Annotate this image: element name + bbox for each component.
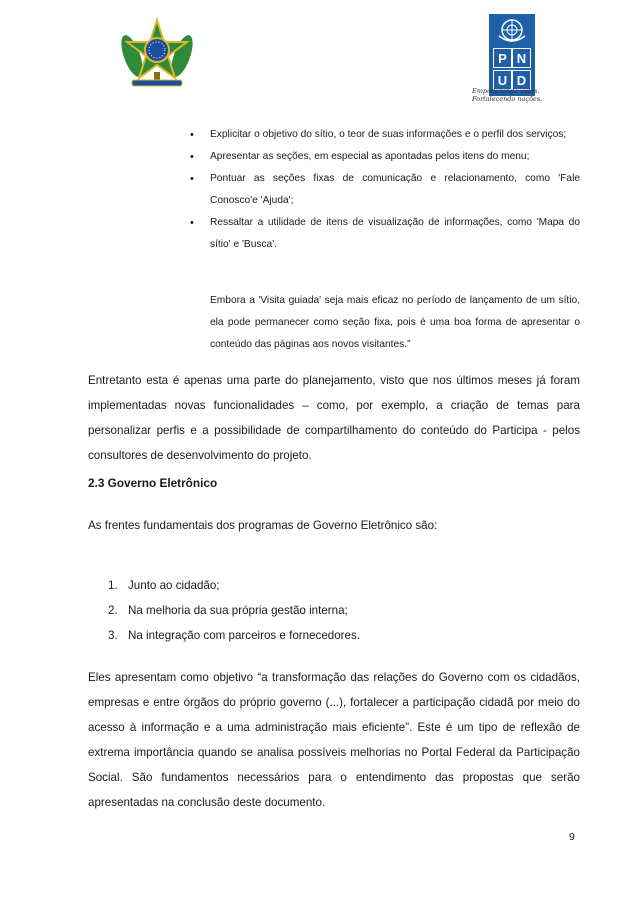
bullet-text: Pontuar as seções fixas de comunicação e relacionamento, como 'Fale Conosco'e 'Ajuda'; xyxy=(210,173,580,206)
bullet-text: Explicitar o objetivo do sítio, o teor de suas informações e o perfil dos serviços; xyxy=(210,129,567,140)
item-text: Junto ao cidadão; xyxy=(128,579,220,592)
numbered-item xyxy=(108,623,360,648)
item-text: Na melhoria da sua própria gestão interna; xyxy=(128,604,348,617)
bullet-dot: • xyxy=(190,151,194,163)
item-number: 2. xyxy=(108,604,118,617)
numbered-item xyxy=(108,573,360,598)
pnud-logo xyxy=(489,14,535,96)
bullet-item xyxy=(188,146,580,168)
item-text: Na integração com parceiros e fornecedores. xyxy=(128,629,360,642)
item-number: 1. xyxy=(108,579,118,592)
brazil-coat-of-arms-logo xyxy=(118,16,196,94)
bullet-list xyxy=(188,124,580,256)
un-emblem-icon xyxy=(489,14,535,48)
body-paragraph-2: Eles apresentam como objetivo “a transformação das relações do Governo com os cidadãos, empresas e entre órgãos do próprio governo (...), fortalecer a participação cidadã por meio do acesso à informação e a uma administração mais eficiente”. Este é um tipo de reflexão de extrema importância quando se analisa possíveis melhorias no Portal Federal da Participação Social. São fundamentos necessários para o entendimento das propostas que serão apresentadas na conclusão deste documento. xyxy=(88,671,580,809)
bullet-text: Ressaltar a utilidade de itens de visualização de informações, como 'Mapa do sítio' e 'Busca'. xyxy=(210,217,580,250)
pnud-letter-d: D xyxy=(512,70,531,90)
pnud-slogan-line2: Fortalecendo nações. xyxy=(472,95,543,103)
item-number: 3. xyxy=(108,629,118,642)
intro-text: As frentes fundamentais dos programas de Governo Eletrônico são: xyxy=(88,519,438,532)
body-paragraph-1: Entretanto esta é apenas uma parte do planejamento, visto que nos últimos meses já foram implementadas novas funcionalidades – como, por exemplo, a criação de temas para personalizar perfis e a possibilidade de compartilhamento do conteúdo do Participa - pelos consultores de desenvolvimento do projeto. xyxy=(88,374,580,462)
pnud-letter-u: U xyxy=(493,70,512,90)
numbered-list xyxy=(108,573,360,648)
bullet-item xyxy=(188,124,580,146)
page-number: 9 xyxy=(569,831,575,843)
bullet-dot: • xyxy=(190,173,194,185)
pnud-slogan-line1: Empoderando vidas. xyxy=(472,87,540,95)
pnud-letter-p: P xyxy=(493,48,512,68)
bullet-item xyxy=(188,212,580,256)
pnud-slogan xyxy=(472,87,562,103)
section-heading: 2.3 Governo Eletrônico xyxy=(88,476,218,490)
numbered-item xyxy=(108,598,360,623)
pnud-letter-n: N xyxy=(512,48,531,68)
bullet-item xyxy=(188,168,580,212)
bullet-dot: • xyxy=(190,129,194,141)
bullet-dot: • xyxy=(190,217,194,229)
quote-paragraph: Embora a 'Visita guiada' seja mais eficaz no período de lançamento de um sítio, ela pode permanecer como seção fixa, pois é uma boa forma de apresentar o conteúdo das páginas aos novos visitantes.” xyxy=(210,295,580,350)
bullet-text: Apresentar as seções, em especial as apontadas pelos itens do menu; xyxy=(210,151,530,162)
